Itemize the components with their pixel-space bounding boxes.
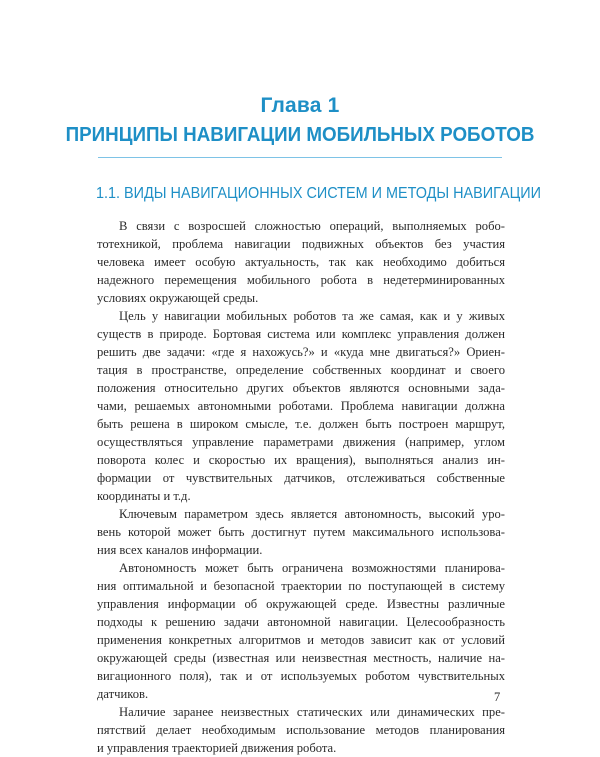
text-line: В связи с возросшей сложностью операций, выполняемых робо- (119, 219, 505, 233)
text-line: поворота колес и скоростью их вращения), выполняться анализ ин- (97, 453, 505, 467)
text-line: тация в пространстве, определение собственных координат и своего (97, 363, 505, 377)
text-line: окружающей среды (известная или неизвестная местность, наличие на- (97, 651, 505, 665)
text-line: быть решена в широком смысле, т.е. должен быть построен маршрут, (97, 417, 505, 431)
paragraph (97, 559, 505, 703)
text-line: подходы к решению задачи автономной навигации. Целесообразность (97, 615, 505, 629)
text-line: тотехникой, проблема навигации подвижных объектов без участия (97, 237, 505, 251)
text-line: решить две задачи: «где я нахожусь?» и «куда мне двигаться?» Ориен- (97, 345, 505, 359)
text-line: Автономность может быть ограничена возможностями планирова- (119, 561, 505, 575)
text-line: применения конкретных алгоритмов и методов зависит как от условий (97, 633, 505, 647)
text-line: пятствий делает необходимым использование методов планирования (97, 723, 505, 737)
text-line: и управления траекторией движения робота. (97, 741, 337, 755)
text-line: вень которой может быть достигнут путем максимального использова- (97, 525, 505, 539)
chapter-divider (98, 157, 502, 158)
page-number: 7 (494, 690, 501, 704)
text-line: Ключевым параметром здесь является автономность, высокий уро- (119, 507, 505, 521)
paragraph (97, 217, 505, 307)
text-line: человека имеет особую актуальность, так как необходимо добиться (97, 255, 505, 269)
paragraph (97, 703, 505, 757)
body-text (97, 217, 505, 757)
text-line: координаты и т.д. (97, 489, 191, 503)
text-line: условиях окружающей среды. (97, 291, 259, 305)
text-line: управления информации об окружающей среде. Известны различные (97, 597, 505, 611)
paragraph (97, 505, 505, 559)
text-line: формации от чувствительных датчиков, отслеживаться собственные (97, 471, 505, 485)
text-line: вигационного поля), так и от используемых роботом чувствительных (97, 669, 505, 683)
chapter-title: ПРИНЦИПЫ НАВИГАЦИИ МОБИЛЬНЫХ РОБОТОВ (65, 124, 535, 146)
text-line: датчиков. (97, 687, 149, 701)
text-line: положения относительно других объектов являются основными зада- (97, 381, 505, 395)
text-line: осуществляться управление параметрами движения (например, углом (97, 435, 505, 449)
chapter-number: Глава 1 (260, 94, 340, 117)
text-line: Цель у навигации мобильных роботов та же самая, как и у живых (119, 309, 505, 323)
text-line: надежного перемещения мобильного робота в недетерминированных (97, 273, 505, 287)
text-line: существ в природе. Бортовая система или комплекс управления должен (97, 327, 505, 341)
text-line: ния оптимальной и безопасной траектории по поступающей в систему (97, 579, 505, 593)
text-line: чами, решаемых автономными роботами. Проблема навигации должна (97, 399, 505, 413)
paragraph (97, 307, 505, 505)
text-line: Наличие заранее неизвестных статических или динамических пре- (119, 705, 505, 719)
section-title: 1.1. ВИДЫ НАВИГАЦИОННЫХ СИСТЕМ И МЕТОДЫ НАВИГАЦИИ (96, 185, 542, 202)
text-line: ния всех каналов информации. (97, 543, 263, 557)
